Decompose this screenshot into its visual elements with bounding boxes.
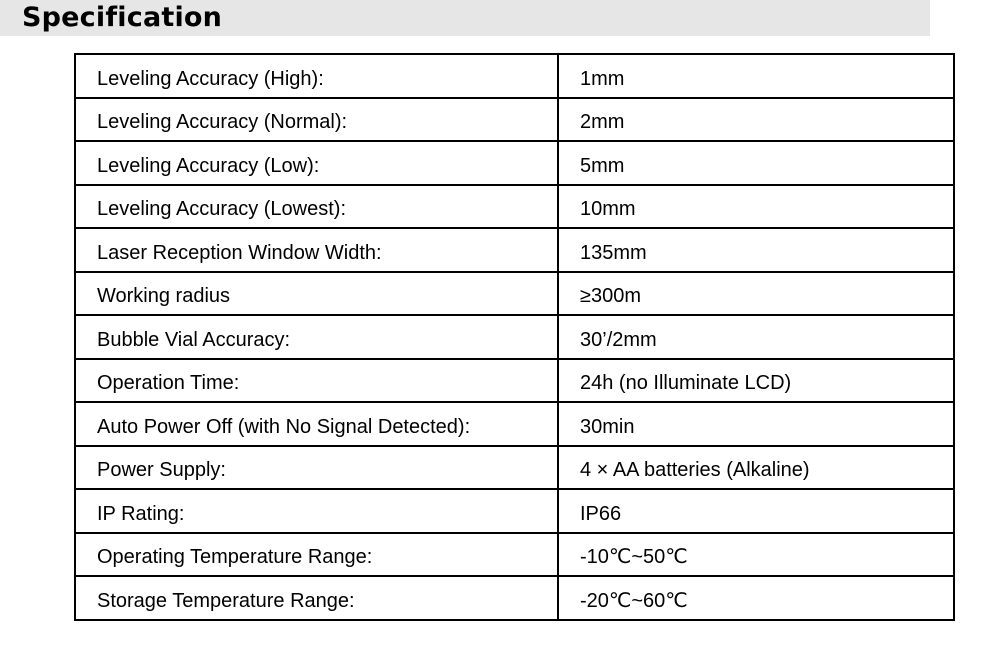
spec-value: -10℃~50℃ [558,533,954,577]
spec-label: Auto Power Off (with No Signal Detected): [75,402,558,446]
table-row [75,315,954,359]
spec-value: 5mm [558,141,954,185]
spec-value: ≥300m [558,272,954,316]
spec-value: 24h (no Illuminate LCD) [558,359,954,403]
section-title: Specification [22,2,223,33]
spec-value: 30’/2mm [558,315,954,359]
table-row [75,228,954,272]
spec-label: Operating Temperature Range: [75,533,558,577]
spec-label: IP Rating: [75,489,558,533]
table-row [75,359,954,403]
table-row [75,533,954,577]
spec-label: Leveling Accuracy (Normal): [75,98,558,142]
spec-value: 30min [558,402,954,446]
table-row [75,576,954,620]
spec-label: Working radius [75,272,558,316]
table-row [75,54,954,98]
spec-label: Operation Time: [75,359,558,403]
spec-value: -20℃~60℃ [558,576,954,620]
table-row [75,446,954,490]
table-row [75,402,954,446]
spec-label: Leveling Accuracy (Lowest): [75,185,558,229]
spec-label: Laser Reception Window Width: [75,228,558,272]
spec-value: 1mm [558,54,954,98]
table-row [75,141,954,185]
spec-label: Power Supply: [75,446,558,490]
spec-value: 4 × AA batteries (Alkaline) [558,446,954,490]
spec-label: Storage Temperature Range: [75,576,558,620]
spec-label: Bubble Vial Accuracy: [75,315,558,359]
spec-label: Leveling Accuracy (High): [75,54,558,98]
spec-label: Leveling Accuracy (Low): [75,141,558,185]
spec-value: IP66 [558,489,954,533]
table-row [75,272,954,316]
table-row [75,98,954,142]
specification-table [74,53,955,621]
table-row [75,489,954,533]
section-header-bar [0,0,930,36]
spec-value: 2mm [558,98,954,142]
spec-value: 135mm [558,228,954,272]
spec-value: 10mm [558,185,954,229]
table-row [75,185,954,229]
